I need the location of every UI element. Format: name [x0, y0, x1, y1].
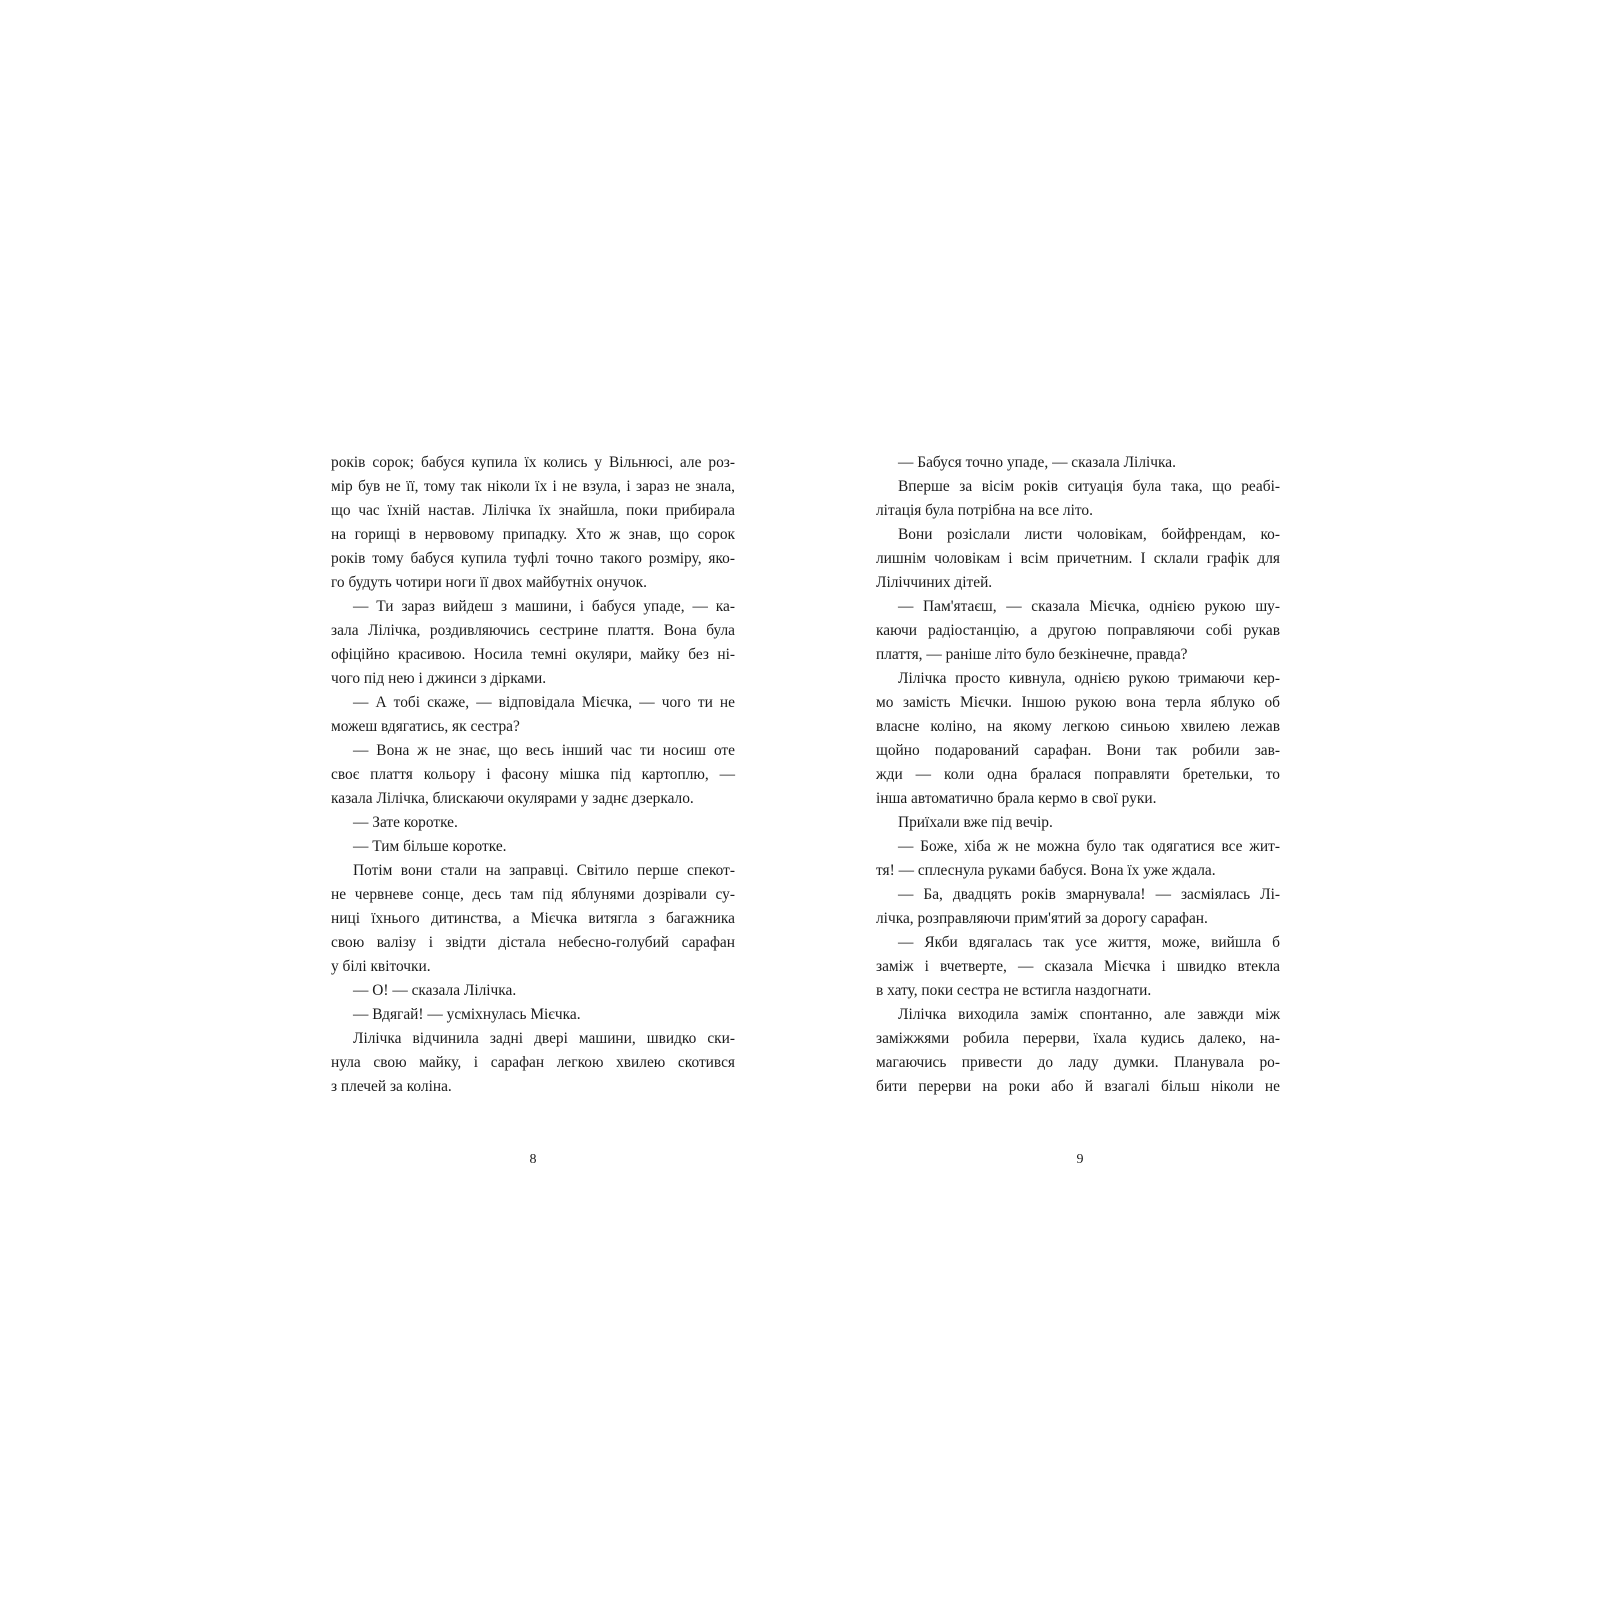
text-line: офіційно красивою. Носила темні окуляри, майку без ні- — [331, 646, 735, 663]
text-line: магаючись привести до ладу думки. Планувала ро- — [876, 1054, 1280, 1071]
text-line: років тому бабуся купила туфлі точно такого розміру, яко- — [331, 550, 735, 567]
text-line: — Боже, хіба ж не можна було так одягатися все жит- — [898, 838, 1280, 855]
text-line: каючи радіостанцію, а другою поправляючи собі рукав — [876, 622, 1280, 639]
text-line: ниці їхнього дитинства, а Мієчка витягла з багажника — [331, 910, 735, 927]
text-line: в хату, поки сестра не встигла наздогнати. — [876, 982, 1152, 999]
right-page — [876, 451, 1280, 1101]
text-line: — Зате коротке. — [353, 814, 458, 831]
text-line: мо замість Мієчки. Іншою рукою вона терла яблуко об — [876, 694, 1280, 711]
text-line: не червневе сонце, десь там під яблунями дозрівали су- — [331, 886, 735, 903]
page-number-right: 9 — [1076, 1152, 1084, 1167]
text-line: своє плаття кольору і фасону мішка під картоплю, — — [331, 766, 735, 783]
text-line: мір був не її, тому так ніколи їх і не взула, і зараз не знала, — [331, 478, 735, 495]
text-line: інша автоматично брала кермо в свої руки. — [876, 790, 1157, 807]
text-line: років сорок; бабуся купила їх колись у Вільнюсі, але роз- — [331, 454, 735, 471]
text-line: що час їхній настав. Лілічка їх знайшла, поки прибирала — [331, 502, 735, 519]
text-line: тя! — сплеснула руками бабуся. Вона їх уже ждала. — [876, 862, 1216, 879]
text-line: Лілічка відчинила задні двері машини, швидко ски- — [353, 1030, 735, 1047]
text-line: го будуть чотири ноги її двох майбутніх онучок. — [331, 574, 647, 591]
text-line: лічка, розправляючи прим'ятий за дорогу сарафан. — [876, 910, 1208, 927]
text-line: Лілічка виходила заміж спонтанно, але завжди між — [898, 1006, 1280, 1023]
text-line: Ліліччиних дітей. — [876, 574, 993, 591]
page-number-left: 8 — [529, 1152, 537, 1167]
text-line: свою валізу і звідти дістала небесно-голубий сарафан — [331, 934, 735, 951]
text-line: з плечей за коліна. — [331, 1078, 452, 1095]
text-line: зала Лілічка, роздивляючись сестрине плаття. Вона була — [331, 622, 735, 639]
text-line: Вони розіслали листи чоловікам, бойфрендам, ко- — [898, 526, 1280, 543]
text-line: Лілічка просто кивнула, однією рукою тримаючи кер- — [898, 670, 1280, 687]
text-line: плаття, — раніше літо було безкінечне, правда? — [876, 646, 1188, 663]
text-line: Потім вони стали на заправці. Світило перше спекот- — [353, 862, 735, 879]
text-line: заміжжями робила перерви, їхала кудись далеко, на- — [876, 1030, 1280, 1047]
left-page — [331, 451, 735, 1101]
text-line: — Ба, двадцять років змарнувала! — засміялась Лі- — [898, 886, 1280, 903]
text-line: бити перерви на роки або й взагалі більш ніколи не — [876, 1078, 1280, 1095]
text-line: нула свою майку, і сарафан легкою хвилею скотився — [331, 1054, 735, 1071]
text-line: — Якби вдягалась так усе життя, може, вийшла б — [898, 934, 1280, 951]
text-line: — О! — сказала Лілічка. — [353, 982, 517, 999]
text-line: на горищі в нервовому припадку. Хто ж знав, що сорок — [331, 526, 735, 543]
text-line: у білі квіточки. — [331, 958, 431, 975]
right-page-text — [876, 451, 1280, 1101]
text-line: казала Лілічка, блискаючи окулярами у заднє дзеркало. — [331, 790, 694, 807]
text-line: — Вона ж не знає, що весь інший час ти носиш оте — [353, 742, 735, 759]
text-line: — Вдягай! — усміхнулась Мієчка. — [353, 1006, 581, 1023]
left-page-text — [331, 451, 735, 1101]
text-line: Вперше за вісім років ситуація була така, що реабі- — [898, 478, 1280, 495]
text-line: — А тобі скаже, — відповідала Мієчка, — чого ти не — [353, 694, 735, 711]
text-line: — Тим більше коротке. — [353, 838, 507, 855]
text-line: літація була потрібна на все літо. — [876, 502, 1093, 519]
text-line: можеш вдягатись, як сестра? — [331, 718, 520, 735]
text-line: — Пам'ятаєш, — сказала Мієчка, однією рукою шу- — [898, 598, 1280, 615]
text-line: — Бабуся точно упаде, — сказала Лілічка. — [898, 454, 1176, 471]
text-line: щойно подарований сарафан. Вони так робили зав- — [876, 742, 1280, 759]
text-line: власне коліно, на якому легкою синьою хвилею лежав — [876, 718, 1280, 735]
text-line: жди — коли одна бралася поправляти бретельки, то — [876, 766, 1280, 783]
text-line: лишнім чоловікам і всім причетним. І склали графік для — [876, 550, 1280, 567]
text-line: Приїхали вже під вечір. — [898, 814, 1053, 831]
text-line: чого під нею і джинси з дірками. — [331, 670, 547, 687]
text-line: — Ти зараз вийдеш з машини, і бабуся упаде, — ка- — [353, 598, 735, 615]
text-line: заміж і вчетверте, — сказала Мієчка і швидко втекла — [876, 958, 1280, 975]
